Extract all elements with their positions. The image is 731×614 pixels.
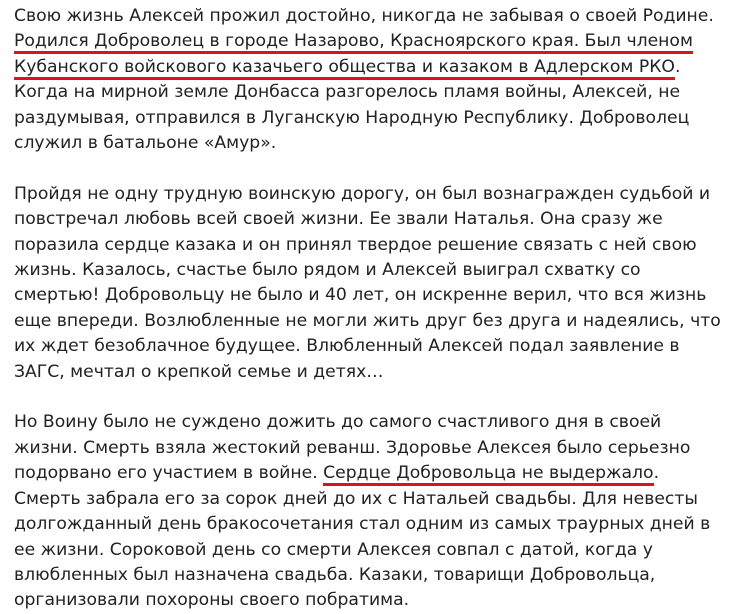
article-body — [14, 4, 726, 614]
paragraph-text: Свою жизнь Алексей прожил достойно, никогда не забывая о своей Родине. — [14, 6, 714, 26]
paragraph-text: . Смерть забрала его за сорок дней до их с Натальей свадьбы. Для невесты долгожданный день бракосочетания стал одним из самых траурных дней в ее жизни. Сороковой день со смерти Алексея совпал с датой, когда у влюбленных был назначена свадьба. Казаки, товарищи Добровольца, организовали похороны своего побратима. — [14, 463, 711, 611]
paragraph-text: . Когда на мирной земле Донбасса разгорелось пламя войны, Алексей, не раздумывая, отправился в Луганскую Народную Республику. Доброволец служил в батальоне «Амур». — [14, 56, 690, 154]
paragraph-biography — [14, 4, 726, 156]
paragraph-text: Пройдя не одну трудную воинскую дорогу, он был вознагражден судьбой и повстречал любовь всей своей жизни. Ее звали Наталья. Она сразу же поразила сердце казака и он принял твердое решение связать с ней свою жизнь. Казалось, счастье было рядом и Алексей выиграл схватку со смертью! Добровольцу не было и 40 лет, он искренне верил, что вся жизнь еще впереди. Возлюбленные не могли жить друг без друга и надеялись, что их ждет безоблачное будущее. Влюбленный Алексей подал заявление в ЗАГС, мечтал о крепкой семье и детях… — [14, 183, 721, 382]
underlined-text: Сердце Добровольца не выдержало — [323, 463, 653, 486]
paragraph-love-story — [14, 182, 726, 385]
paragraph-death — [14, 410, 726, 613]
paragraph-text: Но Воину было не суждено дожить до самого счастливого дня в своей жизни. Смерть взяла жестокий реванш. Здоровье Алексея было серьезно подорвано его участием в войне. — [14, 412, 691, 484]
underlined-text: Родился Доброволец в городе Назарово, Красноярского края. Был членом Кубанского войскового казачьего общества и казаком в Адлерском РКО — [14, 31, 693, 79]
